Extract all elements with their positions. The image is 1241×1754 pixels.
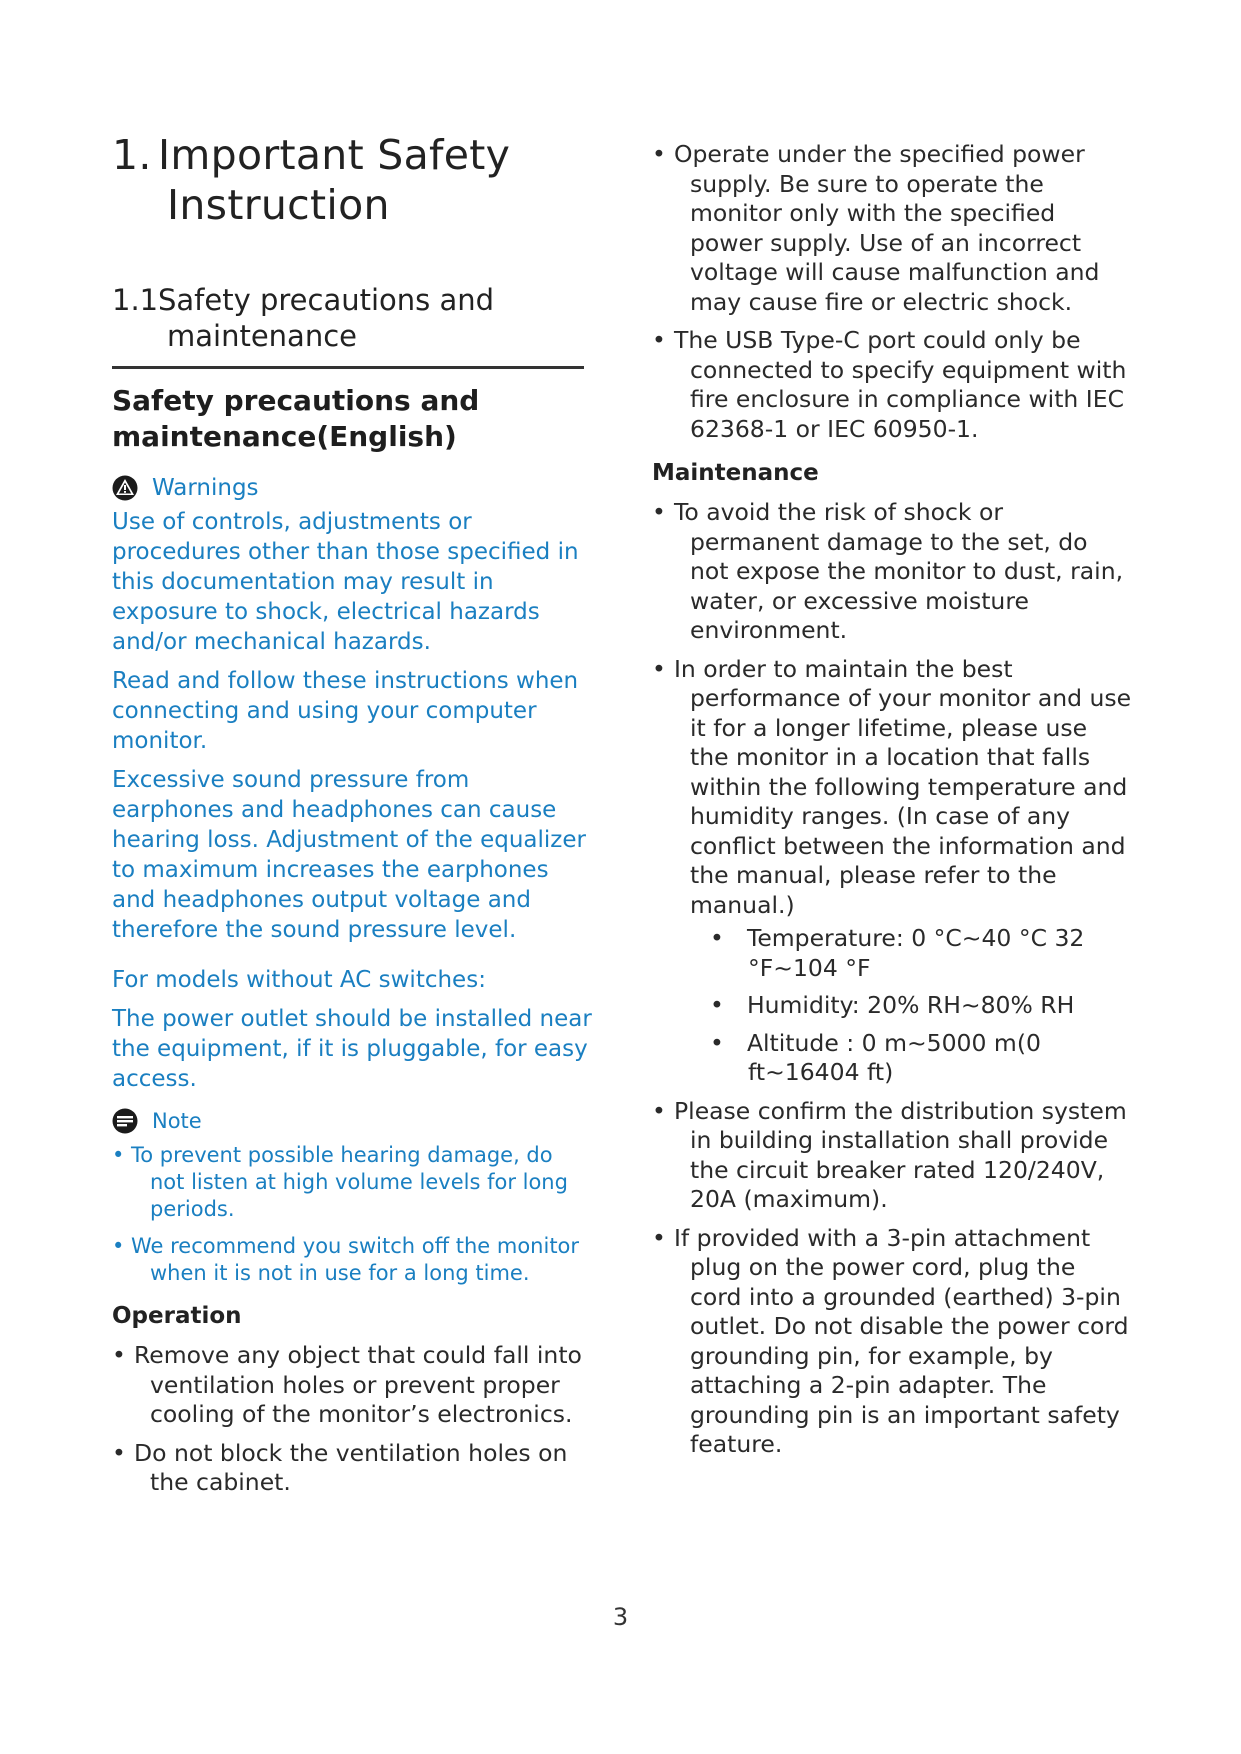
subsection-title-line1: Safety precautions and: [112, 384, 480, 417]
section-divider: [112, 366, 584, 369]
list-item: • Do not block the ventilation holes on the cabinet.: [112, 1438, 568, 1496]
bullet: •: [652, 326, 666, 354]
bullet: •: [112, 1438, 126, 1467]
operation-list: [112, 1341, 592, 1498]
bullet: •: [652, 1223, 666, 1252]
section-title: [112, 282, 592, 354]
note-icon: [112, 1108, 138, 1134]
list-item: • In order to maintain the best performance of your monitor and use it for a longer lifetime, please use the monitor in a location that falls within the following temperature and humidity ranges. (In case of any conflict between the information and the manual, please refer to the manual.) • Temperature: 0 °C~40 °C 32 °F~104 °F • Humidity: 20% RH~80% RH • Altitude : 0 m~5000 m(0 ft~16404 ft): [652, 654, 1132, 1086]
right-column: [652, 140, 1132, 1469]
warning-paragraph: Excessive sound pressure from earphones and headphones can cause hearing loss. Adjustment of the equalizer to maximum increases the earphones and headphones output voltage and therefore the sound pressure level.: [112, 767, 586, 943]
bullet: •: [652, 1096, 666, 1125]
bullet: •: [112, 1234, 125, 1258]
chapter-title-line1: Important Safety: [158, 131, 511, 179]
section-title-line2: maintenance: [167, 319, 357, 353]
environment-ranges: [690, 924, 1132, 1088]
section-number: 1.1: [112, 283, 159, 317]
warning-paragraph: For models without AC switches:: [112, 967, 486, 993]
subsection-title: [112, 383, 592, 455]
list-item: • The USB Type-C port could only be connected to specify equipment with fire enclosure in compliance with IEC 62368-1 or IEC 60950-1.: [652, 326, 1127, 443]
chapter-title-line2: Instruction: [167, 181, 390, 229]
subsection-title-line2: maintenance(English): [112, 420, 457, 453]
left-column: [112, 130, 592, 1507]
range-item: • Altitude : 0 m~5000 m(0 ft~16404 ft): [710, 1028, 1041, 1086]
list-item: • To prevent possible hearing damage, do not listen at high volume levels for long periods.: [112, 1143, 568, 1221]
chapter-title: [112, 130, 592, 230]
note-label: Note: [152, 1109, 202, 1133]
list-item: • Operate under the specified power supply. Be sure to operate the monitor only with the specified power supply. Use of an incorrect voltage will cause malfunction and may cause fire or electric shock.: [652, 140, 1100, 316]
maintenance-list: [652, 498, 1132, 1460]
page-number: 3: [612, 1603, 629, 1631]
warnings-label: Warnings: [152, 475, 259, 501]
bullet: •: [710, 991, 724, 1019]
section-title-line1: Safety precautions and: [158, 283, 495, 317]
warning-paragraph: The power outlet should be installed near the equipment, if it is pluggable, for easy access.: [112, 1006, 592, 1092]
list-item: • Please confirm the distribution system in building installation shall provide the circuit breaker rated 120/240V, 20A (maximum).: [652, 1096, 1127, 1213]
warning-paragraph: Read and follow these instructions when connecting and using your computer monitor.: [112, 668, 579, 754]
warning-paragraph: Use of controls, adjustments or procedures other than those specified in this documentation may result in exposure to shock, electrical hazards and/or mechanical hazards.: [112, 509, 579, 655]
warnings-header: [112, 475, 592, 501]
chapter-number: 1.: [112, 131, 152, 179]
maintenance-title: Maintenance: [652, 460, 819, 486]
note-list: [112, 1142, 592, 1287]
operation-list-continued: [652, 140, 1132, 444]
bullet: •: [710, 1028, 724, 1057]
warning-icon: [112, 475, 138, 501]
bullet: •: [652, 140, 666, 168]
operation-title: Operation: [112, 1303, 242, 1329]
bullet: •: [710, 924, 724, 952]
bullet: •: [652, 498, 666, 526]
bullet: •: [112, 1341, 126, 1369]
bullet: •: [652, 654, 666, 683]
range-item: • Temperature: 0 °C~40 °C 32 °F~104 °F: [710, 924, 1085, 982]
list-item: • To avoid the risk of shock or permanent damage to the set, do not expose the monitor to dust, rain, water, or excessive moisture environment.: [652, 498, 1124, 644]
list-item: • Remove any object that could fall into ventilation holes or prevent proper cooling of the monitor’s electronics.: [112, 1341, 582, 1428]
note-header: [112, 1108, 592, 1134]
bullet: •: [112, 1143, 125, 1167]
list-item: • We recommend you switch off the monitor when it is not in use for a long time.: [112, 1234, 580, 1285]
list-item: • If provided with a 3-pin attachment plug on the power cord, plug the cord into a grounded (earthed) 3-pin outlet. Do not disable the power cord grounding pin, for example, by attaching a 2-pin adapter. The grounding pin is an important safety feature.: [652, 1223, 1129, 1458]
range-item: • Humidity: 20% RH~80% RH: [710, 991, 1075, 1019]
